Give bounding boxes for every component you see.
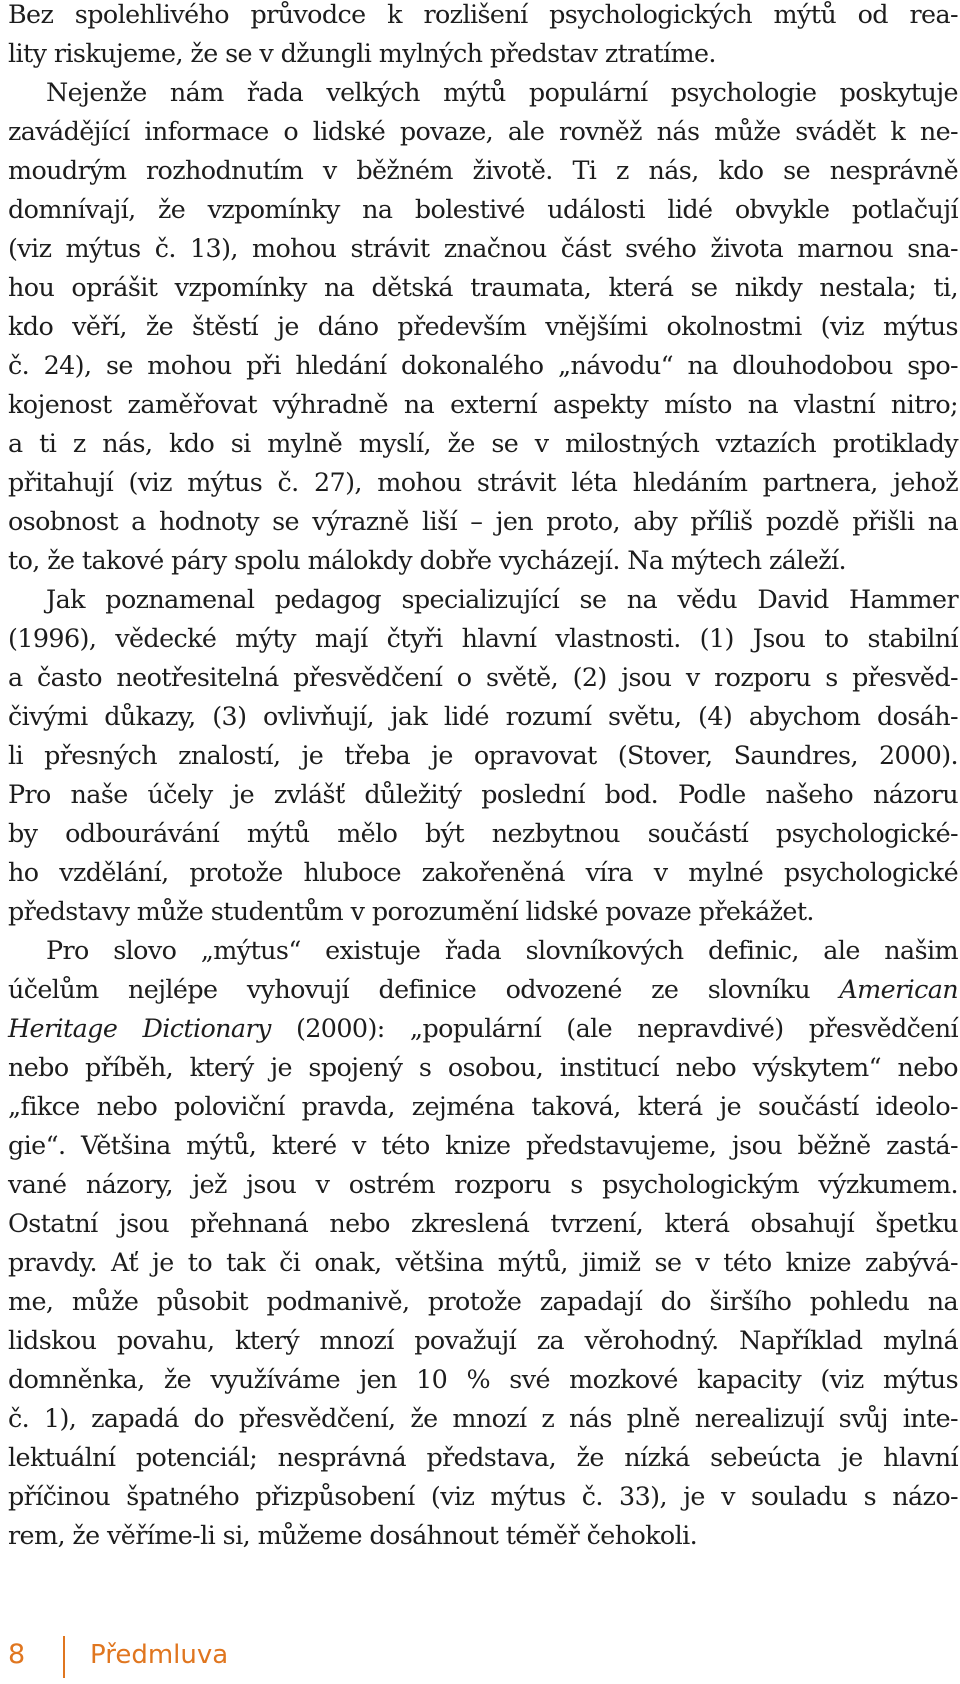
text-line: to, že takové páry spolu málokdy dobře vycházejí. Na mýtech záleží. — [8, 545, 847, 575]
text-line: ho vzdělání, protože hluboce zakořeněná víra v mylné psychologické — [8, 857, 958, 887]
book-title: American — [839, 974, 958, 1004]
text-fragment: (2000): „populární (ale nepravdivé) přesvědčení — [270, 1013, 958, 1043]
text-line: (1996), vědecké mýty mají čtyři hlavní vlastnosti. (1) Jsou to stabilní — [8, 623, 958, 653]
running-section-title: Předmluva — [90, 1640, 229, 1670]
text-line: „fikce nebo poloviční pravda, zejména taková, která je součástí ideolo- — [8, 1091, 958, 1121]
page-number: 8 — [8, 1639, 26, 1670]
text-line: lektuální potenciál; nesprávná představa, že nízká sebeúcta je hlavní — [8, 1442, 958, 1472]
text-line: Pro naše účely je zvlášť důležitý poslední bod. Podle našeho názoru — [8, 779, 958, 809]
text-line: rem, že věříme-li si, můžeme dosáhnout téměř čehokoli. — [8, 1520, 698, 1550]
text-line: Bez spolehlivého průvodce k rozlišení psychologických mýtů od rea- — [8, 0, 958, 29]
book-title: Heritage Dictionary — [8, 1013, 271, 1043]
text-line: domněnka, že využíváme jen 10 % své mozkové kapacity (viz mýtus — [8, 1364, 958, 1394]
text-fragment: účelům nejlépe vyhovují definice odvozené ze slovníku — [8, 974, 810, 1004]
text-line: osobnost a hodnoty se výrazně liší – jen proto, aby příliš pozdě přišli na — [8, 506, 958, 536]
text-line: lidskou povahu, který mnozí považují za věrohodný. Například mylná — [8, 1325, 958, 1355]
text-line: kdo věří, že štěstí je dáno především vnějšími okolnostmi (viz mýtus — [8, 311, 958, 341]
text-line: příčinou špatného přizpůsobení (viz mýtus č. 33), je v souladu s názo- — [8, 1481, 958, 1511]
text-line: li přesných znalostí, je třeba je opravovat (Stover, Saundres, 2000). — [8, 740, 958, 770]
page-footer — [8, 1636, 408, 1678]
footer-divider — [63, 1636, 65, 1678]
text-line: (viz mýtus č. 13), mohou strávit značnou část svého života marnou sna- — [8, 233, 958, 263]
text-line: č. 24), se mohou při hledání dokonalého „návodu“ na dlouhodobou spo- — [8, 350, 958, 380]
text-line: Ostatní jsou přehnaná nebo zkreslená tvrzení, která obsahují špetku — [8, 1208, 958, 1238]
text-line: domnívají, že vzpomínky na bolestivé události lidé obvykle potlačují — [8, 194, 958, 224]
text-line: zavádějící informace o lidské povaze, ale rovněž nás může svádět k ne- — [8, 116, 958, 146]
text-line: gie“. Většina mýtů, které v této knize představujeme, jsou běžně zastá- — [8, 1130, 958, 1160]
text-line: me, může působit podmanivě, protože zapadají do širšího pohledu na — [8, 1286, 958, 1316]
text-line: vané názory, jež jsou v ostrém rozporu s psychologickým výzkumem. — [8, 1169, 958, 1199]
text-line: by odbourávání mýtů mělo být nezbytnou součástí psychologické- — [8, 818, 958, 848]
text-line: hou oprášit vzpomínky na dětská traumata, která se nikdy nestala; ti, — [8, 272, 958, 302]
text-line — [8, 1008, 958, 1048]
text-line — [8, 969, 958, 1009]
text-line: čivými důkazy, (3) ovlivňují, jak lidé rozumí světu, (4) abychom dosáh- — [8, 701, 958, 731]
text-line: představy může studentům v porozumění lidské povaze překážet. — [8, 896, 814, 926]
text-line: kojenost zaměřovat výhradně na externí aspekty místo na vlastní nitro; — [8, 389, 958, 419]
text-line: Nejenže nám řada velkých mýtů populární psychologie poskytuje — [46, 77, 958, 107]
text-line: pravdy. Ať je to tak či onak, většina mýtů, jimiž se v této knize zabývá- — [8, 1247, 958, 1277]
text-line: a často neotřesitelná přesvědčení o světě, (2) jsou v rozporu s přesvěd- — [8, 662, 958, 692]
text-line: Jak poznamenal pedagog specializující se na vědu David Hammer — [46, 584, 958, 614]
text-line: moudrým rozhodnutím v běžném životě. Ti z nás, kdo se nesprávně — [8, 155, 958, 185]
book-page — [8, 0, 958, 1684]
text-line: č. 1), zapadá do přesvědčení, že mnozí z nás plně nerealizují svůj inte- — [8, 1403, 958, 1433]
text-line: a ti z nás, kdo si mylně myslí, že se v milostných vztazích protiklady — [8, 428, 958, 458]
text-line: nebo příběh, který je spojený s osobou, institucí nebo výskytem“ nebo — [8, 1052, 958, 1082]
text-line: lity riskujeme, že se v džungli mylných představ ztratíme. — [8, 38, 716, 68]
text-line: přitahují (viz mýtus č. 27), mohou strávit léta hledáním partnera, jehož — [8, 467, 958, 497]
text-line: Pro slovo „mýtus“ existuje řada slovníkových definic, ale našim — [46, 935, 958, 965]
